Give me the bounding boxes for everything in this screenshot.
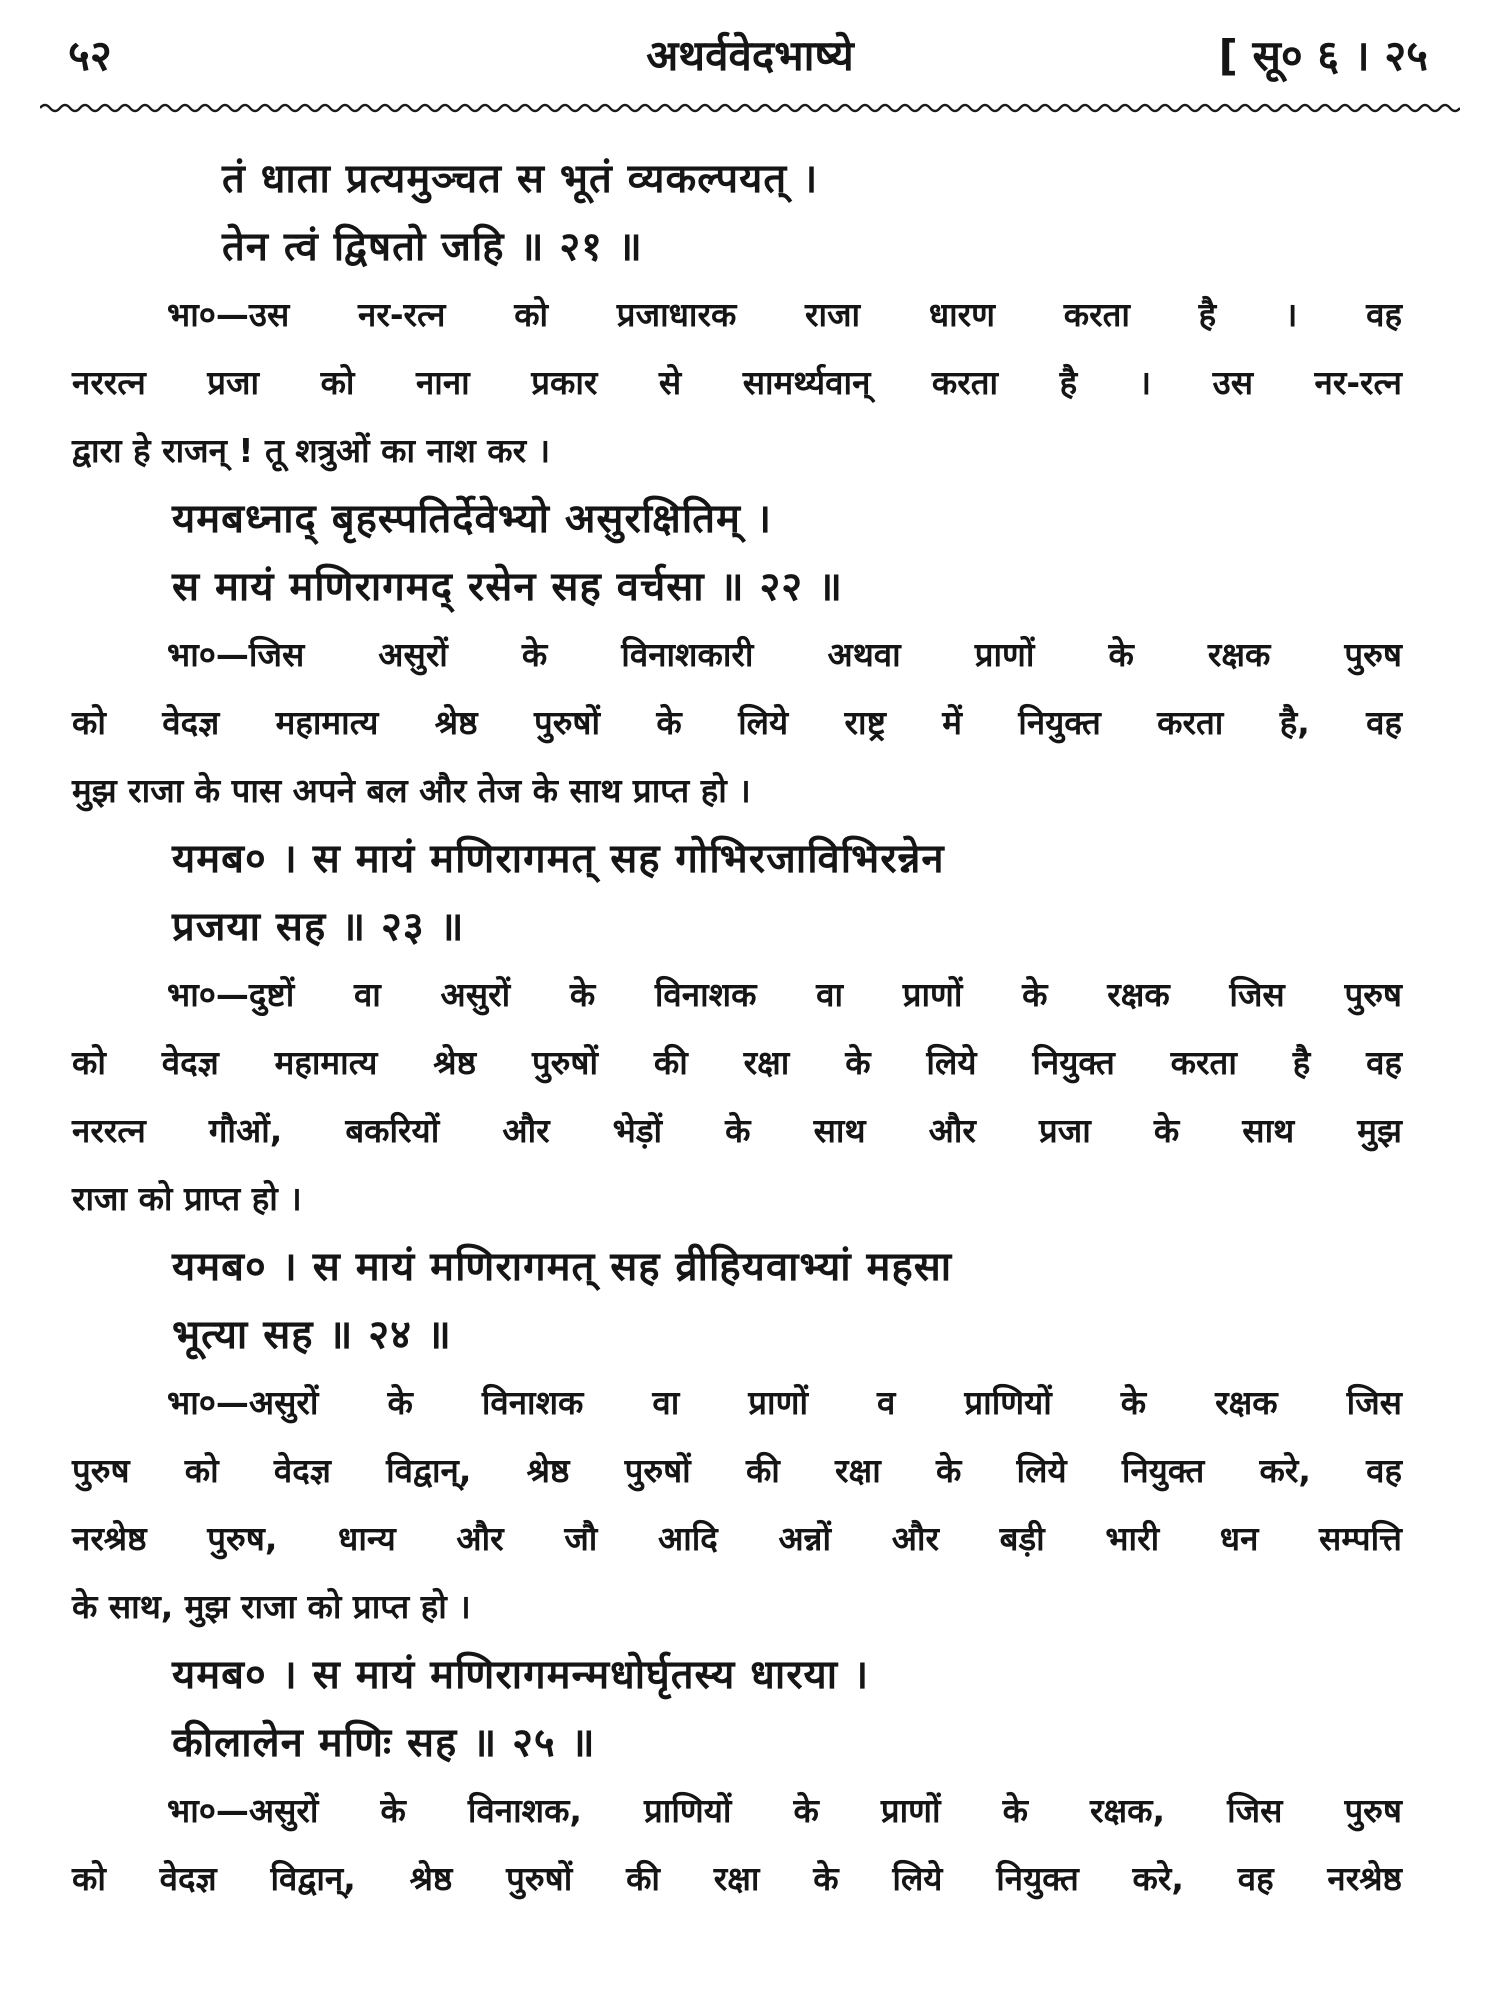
verse-25-line-1: यमब० । स मायं मणिरागमन्मधोर्घृतस्य धारया ।	[172, 1652, 870, 1698]
commentary-21-line-2: नररत्न प्रजा को नाना प्रकार से सामर्थ्यवान् करता है । उस नर-रत्न	[72, 363, 1402, 402]
commentary-23-line-4: राजा को प्राप्त हो ।	[72, 1179, 302, 1218]
verse-24-line-2: भूत्या सह ॥ २४ ॥	[172, 1312, 452, 1358]
commentary-22-line-1: भा०—जिस असुरों के विनाशकारी अथवा प्राणों के रक्षक पुरुष	[167, 635, 1402, 674]
verse-21-line-2: तेन त्वं द्विषतो जहि ॥ २१ ॥	[222, 224, 643, 270]
verse-23-line-1: यमब० । स मायं मणिरागमत् सह गोभिरजाविभिरन्नेन	[172, 836, 945, 882]
commentary-24-line-1: भा०—असुरों के विनाशक वा प्राणों व प्राणियों के रक्षक जिस	[167, 1383, 1402, 1422]
verse-23-line-2: प्रजया सह ॥ २३ ॥	[172, 904, 465, 950]
commentary-25-line-2: को वेदज्ञ विद्वान्, श्रेष्ठ पुरुषों की रक्षा के लिये नियुक्त करे, वह नरश्रेष्ठ	[72, 1859, 1402, 1898]
page-header	[40, 22, 1460, 92]
commentary-22-line-2: को वेदज्ञ महामात्य श्रेष्ठ पुरुषों के लिये राष्ट्र में नियुक्त करता है, वह	[72, 703, 1402, 742]
commentary-23-line-1: भा०—दुष्टों वा असुरों के विनाशक वा प्राणों के रक्षक जिस पुरुष	[167, 975, 1402, 1014]
commentary-24-line-3: नरश्रेष्ठ पुरुष, धान्य और जौ आदि अन्नों और बड़ी भारी धन सम्पत्ति	[72, 1519, 1402, 1558]
commentary-25-line-1: भा०—असुरों के विनाशक, प्राणियों के प्राणों के रक्षक, जिस पुरुष	[167, 1791, 1402, 1830]
section-reference: [ सू० ६ । २५	[1218, 31, 1428, 80]
commentary-24-line-2: पुरुष को वेदज्ञ विद्वान्, श्रेष्ठ पुरुषों की रक्षा के लिये नियुक्त करे, वह	[72, 1451, 1402, 1490]
verse-22-line-2: स मायं मणिरागमद् रसेन सह वर्चसा ॥ २२ ॥	[172, 564, 843, 610]
verse-22-line-1: यमबध्नाद् बृहस्पतिर्देवेभ्यो असुरक्षितिम् ।	[172, 496, 773, 542]
verse-25-line-2: कीलालेन मणिः सह ॥ २५ ॥	[172, 1720, 596, 1766]
commentary-22-line-3: मुझ राजा के पास अपने बल और तेज के साथ प्राप्त हो ।	[72, 771, 751, 810]
page-number: ५२	[68, 31, 112, 80]
commentary-21-line-3: द्वारा हे राजन् ! तू शत्रुओं का नाश कर ।	[72, 431, 551, 470]
running-title: अथर्ववेदभाष्ये	[646, 31, 854, 80]
verse-21-line-1: तं धाता प्रत्यमुञ्चत स भूतं व्यकल्पयत् ।	[222, 156, 819, 202]
commentary-21-line-1: भा०—उस नर-रत्न को प्रजाधारक राजा धारण करता है । वह	[167, 295, 1402, 334]
commentary-23-line-2: को वेदज्ञ महामात्य श्रेष्ठ पुरुषों की रक्षा के लिये नियुक्त करता है वह	[72, 1043, 1402, 1082]
page-body	[72, 145, 1402, 1913]
verse-24-line-1: यमब० । स मायं मणिरागमत् सह व्रीहियवाभ्यां महसा	[172, 1244, 953, 1290]
commentary-24-line-4: के साथ, मुझ राजा को प्राप्त हो ।	[72, 1587, 471, 1626]
commentary-23-line-3: नररत्न गौओं, बकरियों और भेड़ों के साथ और प्रजा के साथ मुझ	[72, 1111, 1402, 1150]
header-wavy-rule	[40, 100, 1460, 116]
